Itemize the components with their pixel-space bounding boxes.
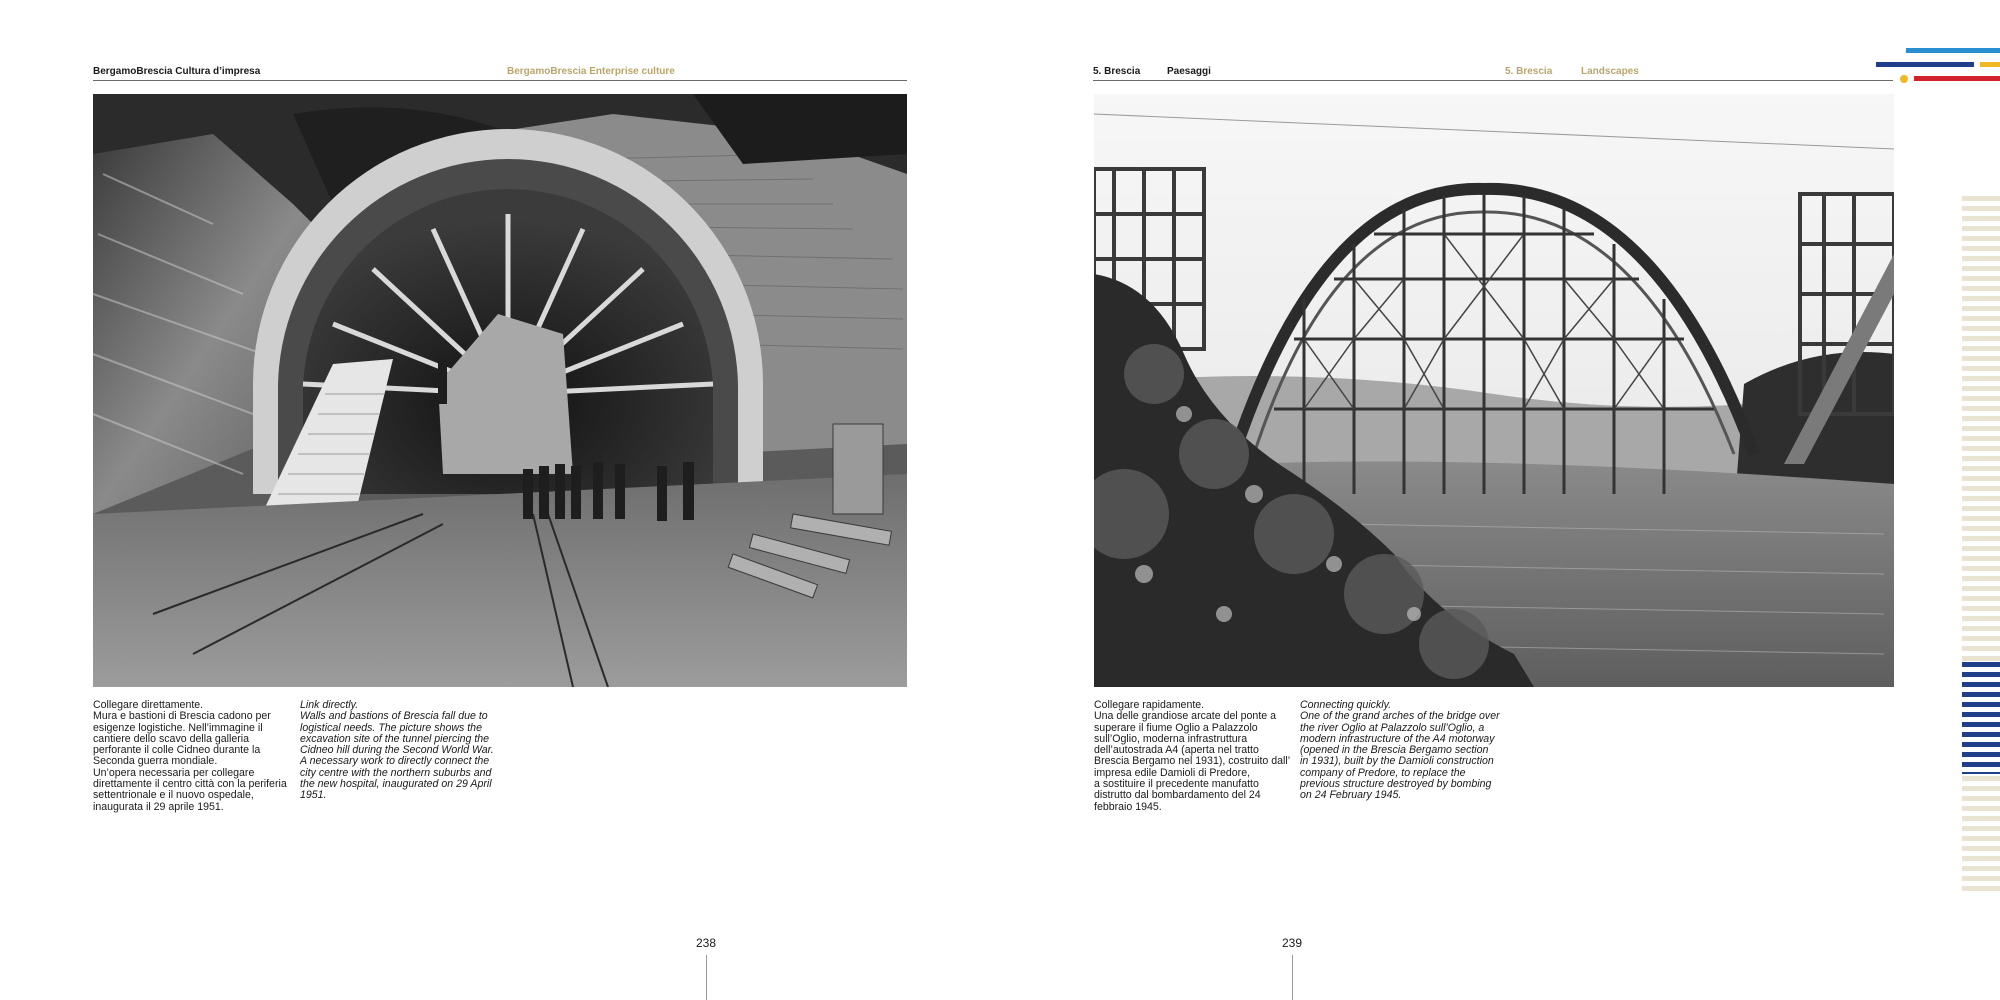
- bridge-construction-photo: [1094, 94, 1894, 687]
- page-number: 239: [1282, 936, 1303, 950]
- caption-italian: Collegare rapidamente. Una delle grandiose arcate del ponte a superare il fiume Oglio a Palazzolo sull’Oglio, moderna infrastruttura dell’autostrada A4 (aperta nel tratto Brescia Bergamo nel 1931), costruito dall’ impresa edile Damioli di Predore, a sostituire il precedente manufatto distrutto dal bombardamento del 24 febbraio 1945.: [1094, 699, 1291, 813]
- brand-stripe-blue: [1876, 62, 1974, 67]
- header-title: BergamoBrescia Cultura d’impresa: [93, 66, 261, 77]
- section-number-en: 5. Brescia: [1505, 66, 1553, 77]
- brand-dot-yellow: [1900, 75, 1908, 83]
- page-number-line: [706, 955, 707, 1000]
- header-rule: [1093, 80, 1893, 81]
- edge-index-beige: [1962, 196, 2000, 892]
- section-title-en: Landscapes: [1581, 66, 1639, 77]
- header-title-en: BergamoBrescia Enterprise culture: [507, 66, 675, 77]
- caption-english: Connecting quickly. One of the grand arches of the bridge over the river Oglio at Palazzolo sull’Oglio, a modern infrastructure of the A4 motorway (opened in the Brescia Bergamo section in 1931), built by the Damioli construction company of Predore, to replace the previous structure destroyed by bombing on 24 February 1945.: [1300, 699, 1500, 802]
- brand-stripe-red: [1914, 76, 2000, 81]
- section-number: 5. Brescia: [1093, 66, 1141, 77]
- header-rule: [93, 80, 907, 81]
- brand-stripe-yellow: [1980, 62, 2000, 67]
- page-number-line: [1292, 955, 1293, 1000]
- page-number: 238: [696, 936, 717, 950]
- section-title: Paesaggi: [1167, 66, 1211, 77]
- edge-index-blue: [1962, 662, 2000, 774]
- brand-stripe-light-blue: [1906, 48, 2000, 53]
- caption-english: Link directly. Walls and bastions of Brescia fall due to logistical needs. The picture shows the excavation site of the tunnel piercing the Cidneo hill during the Second World War. A necessary work to directly connect the city centre with the northern suburbs and the new hospital, inaugurated on 29 April 1951.: [300, 699, 494, 802]
- tunnel-construction-photo: [93, 94, 907, 687]
- caption-italian: Collegare direttamente. Mura e bastioni di Brescia cadono per esigenze logistiche. Nell’immagine il cantiere dello scavo della galleria perforante il colle Cidneo durante la Seconda guerra mondiale. Un’opera necessaria per collegare direttamente il centro città con la periferia settentrionale e il nuovo ospedale, inaugurata il 29 aprile 1951.: [93, 699, 287, 813]
